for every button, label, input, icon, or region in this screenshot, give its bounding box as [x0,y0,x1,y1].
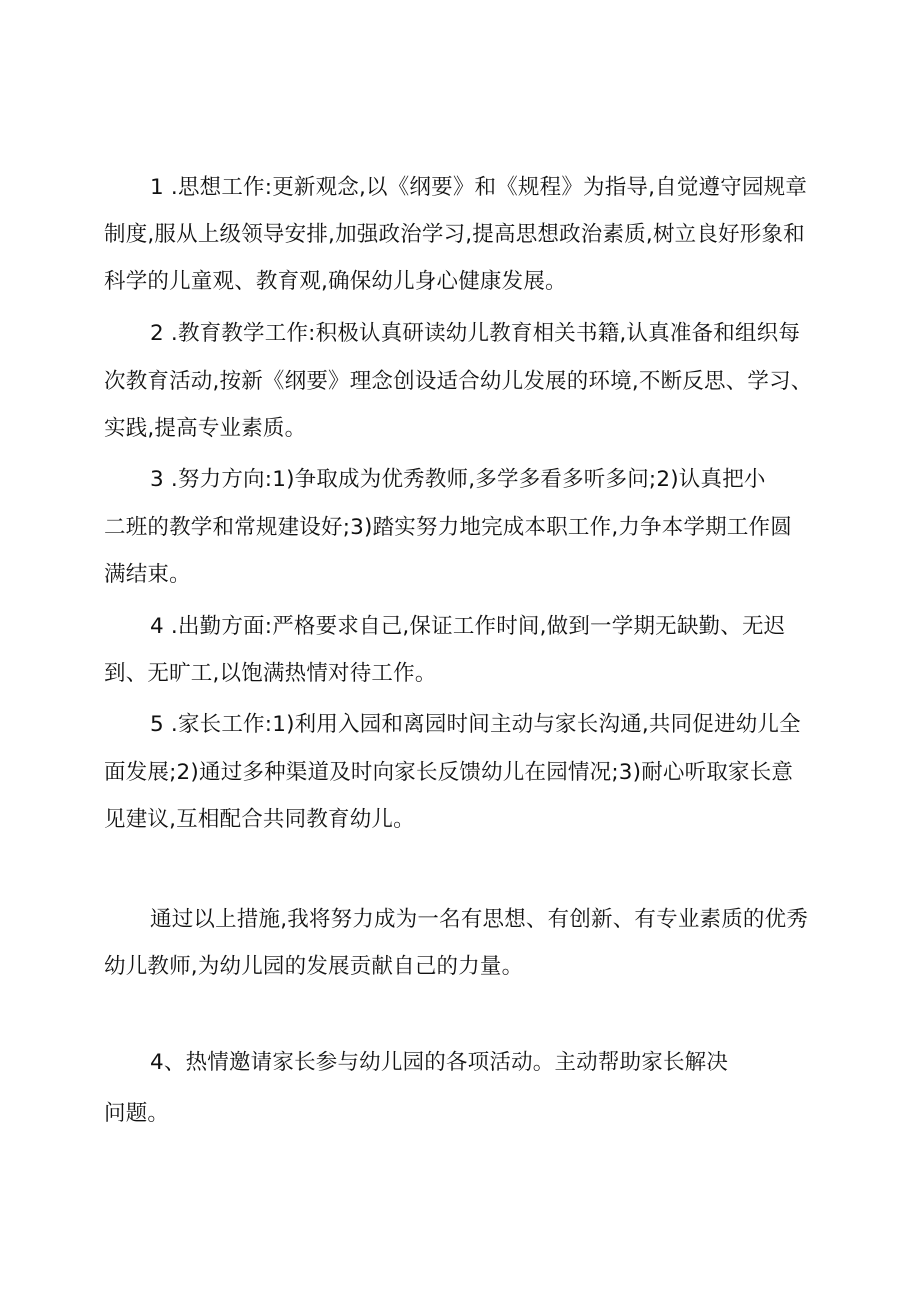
item-1-line-1: 1 .思想工作:更新观念,以《纲要》和《规程》为指导,自觉遵守园规章 [150,175,808,200]
item-3-line-3: 满结束。 [104,562,191,587]
item-1-line-3: 科学的儿童观、教育观,确保幼儿身心健康发展。 [104,269,567,294]
extra-line-2: 问题。 [104,1101,170,1126]
item-4-line-1: 4 .出勤方面:严格要求自己,保证工作时间,做到一学期无缺勤、无迟 [150,614,786,639]
conclusion-line-1: 通过以上措施,我将努力成为一名有思想、有创新、有专业素质的优秀 [150,907,809,932]
item-3-line-2: 二班的教学和常规建设好;3)踏实努力地完成本职工作,力争本学期工作圆 [104,515,792,540]
item-2-line-1: 2 .教育教学工作:积极认真研读幼儿教育相关书籍,认真准备和组织每 [150,321,801,346]
item-5-line-3: 见建议,互相配合共同教育幼儿。 [104,807,415,832]
item-1-line-2: 制度,服从上级领导安排,加强政治学习,提高思想政治素质,树立良好形象和 [104,222,805,247]
item-2-line-3: 实践,提高专业素质。 [104,416,307,441]
conclusion-line-2: 幼儿教师,为幼儿园的发展贡献自己的力量。 [104,954,524,979]
item-5-line-1: 5 .家长工作:1)利用入园和离园时间主动与家长沟通,共同促进幼儿全 [150,712,801,737]
extra-line-1: 4、热情邀请家长参与幼儿园的各项活动。主动帮助家长解决 [150,1050,729,1075]
item-4-line-2: 到、无旷工,以饱满热情对待工作。 [104,661,437,686]
item-5-line-2: 面发展;2)通过多种渠道及时向家长反馈幼儿在园情况;3)耐心听取家长意 [104,760,794,785]
item-2-line-2: 次教育活动,按新《纲要》理念创设适合幼儿发展的环境,不断反思、学习、 [104,369,813,394]
item-3-line-1: 3 .努力方向:1)争取成为优秀教师,多学多看多听多问;2)认真把小 [150,467,766,492]
